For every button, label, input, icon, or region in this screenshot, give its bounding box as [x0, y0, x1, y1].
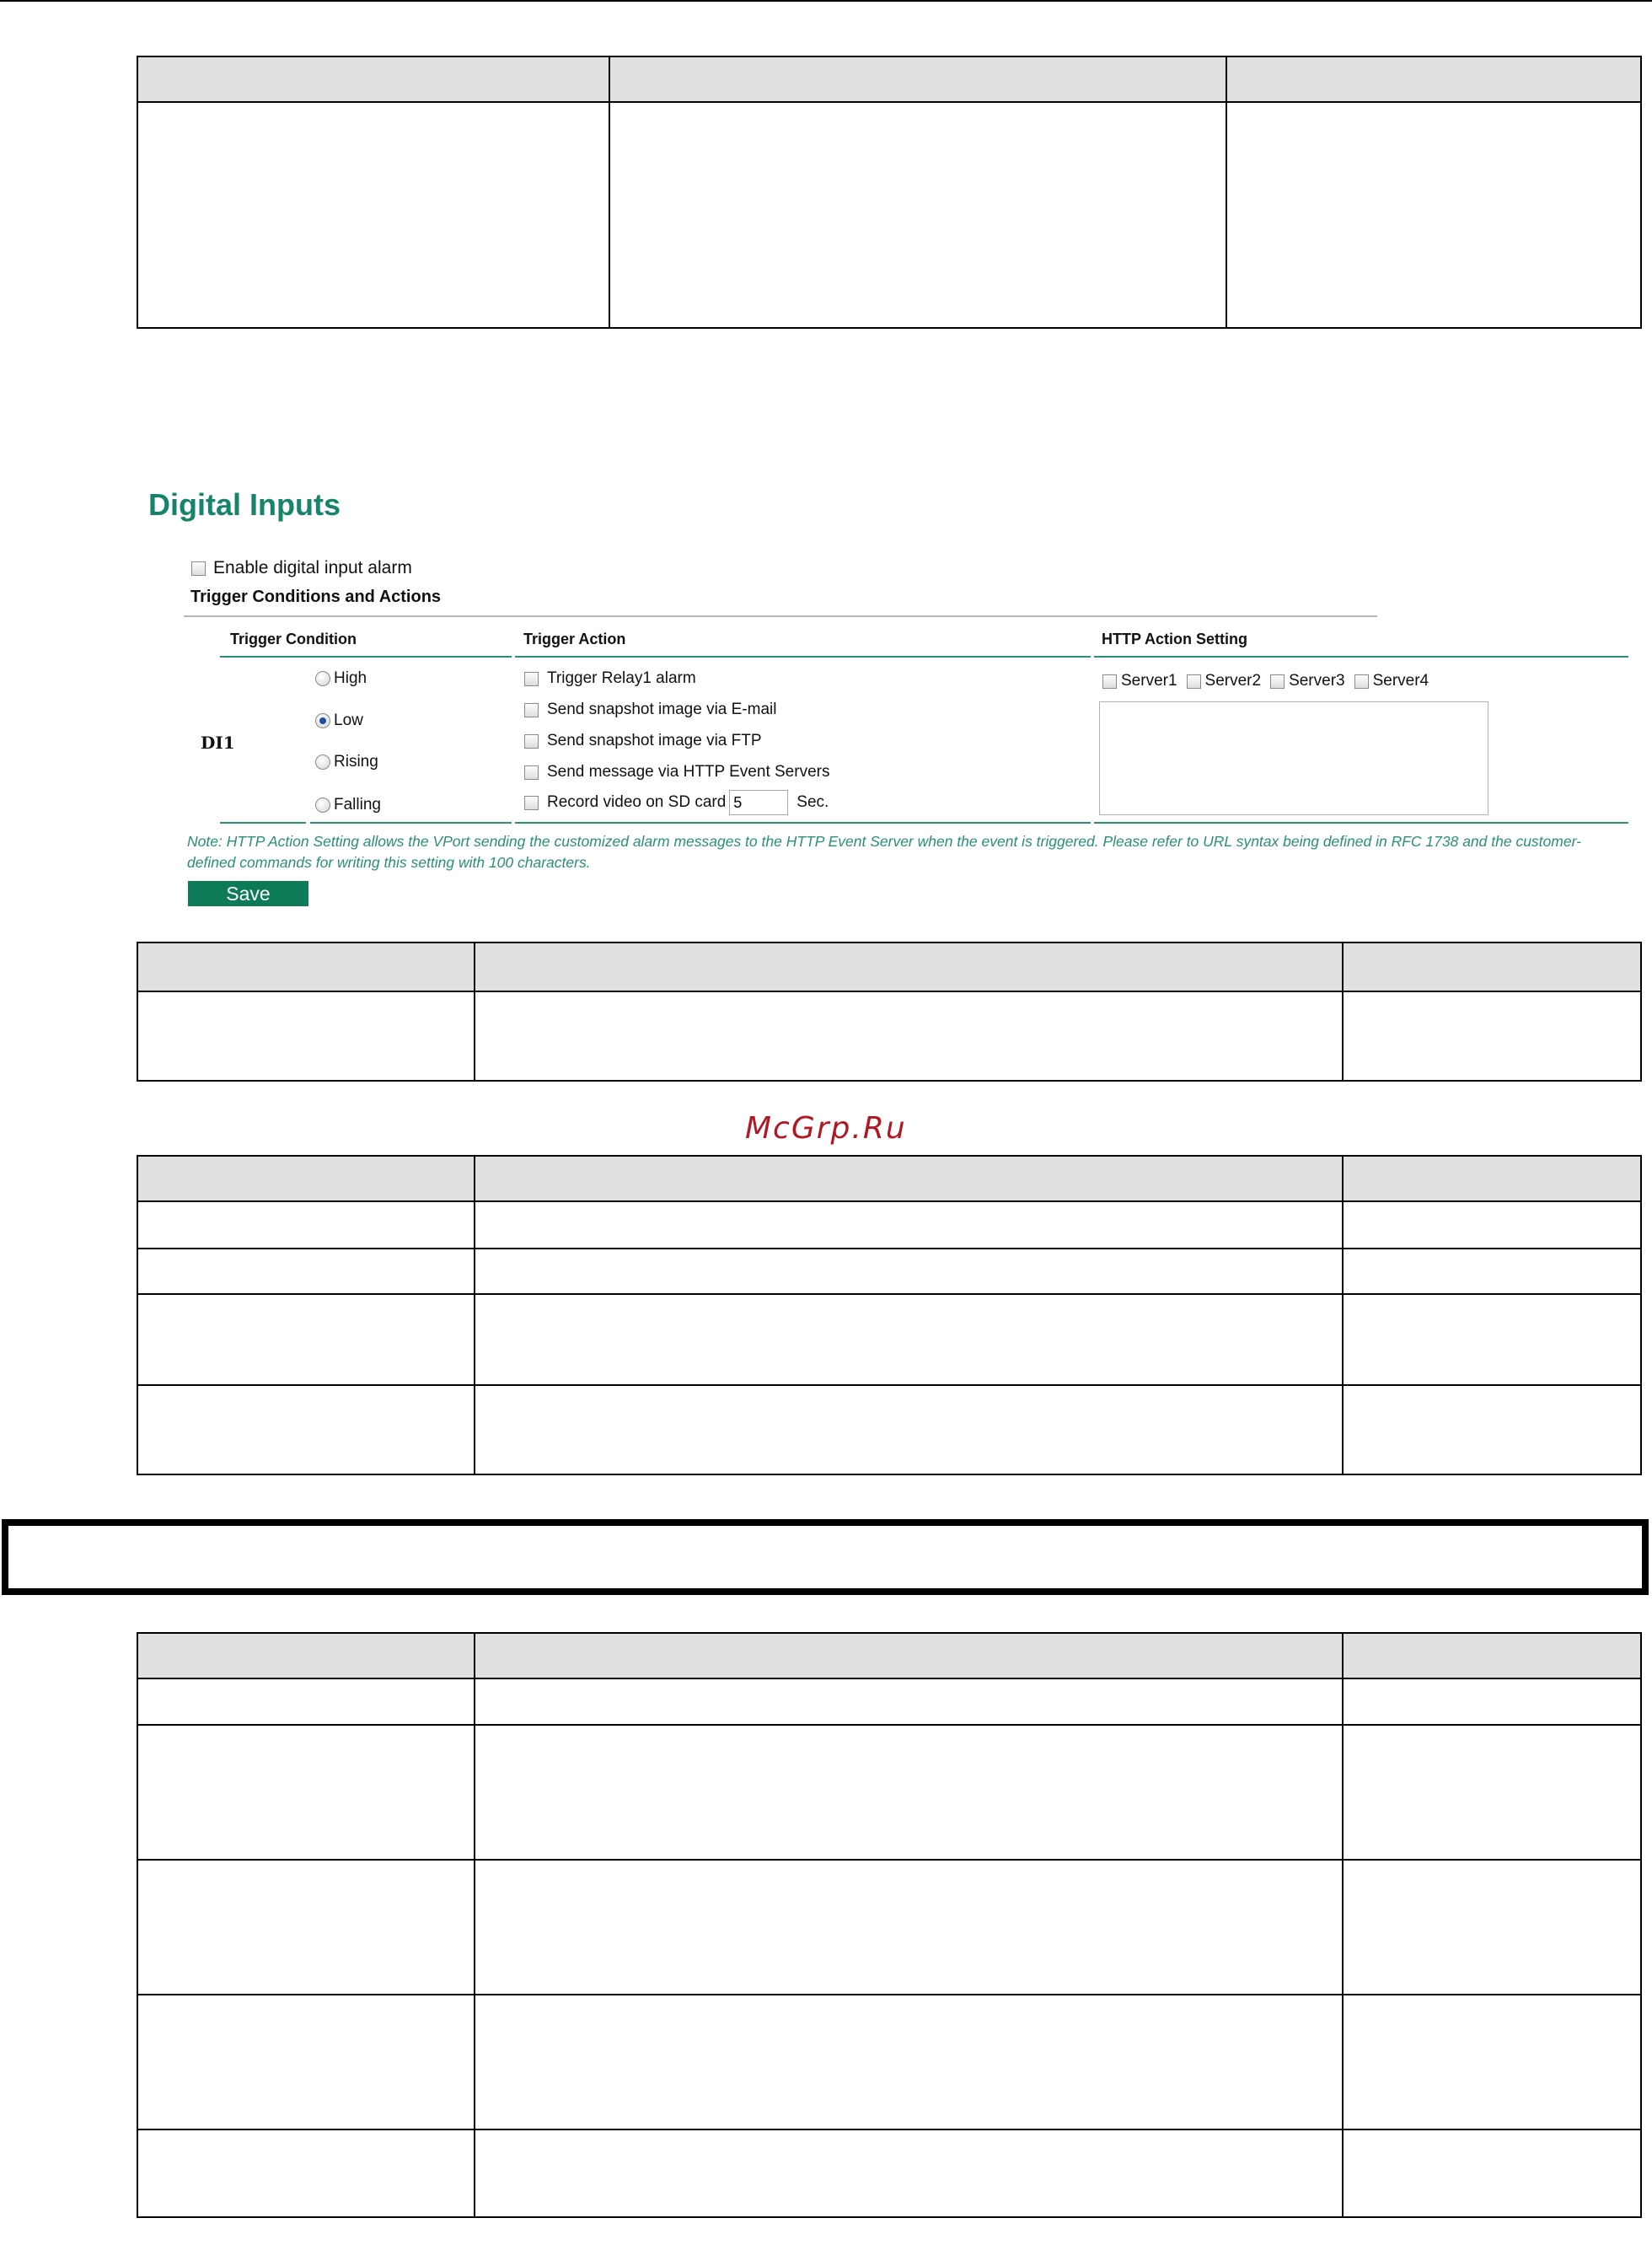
radio-falling[interactable] — [315, 798, 330, 813]
server-option[interactable] — [1102, 672, 1177, 690]
action-http[interactable] — [524, 763, 829, 781]
action-label: Send message via HTTP Event Servers — [547, 763, 830, 781]
section-title: Trigger Conditions and Actions — [190, 588, 442, 606]
table-row — [137, 1294, 1641, 1385]
action-label: Send snapshot image via FTP — [547, 732, 762, 749]
action-relay1-checkbox[interactable] — [524, 672, 539, 686]
table-header-row — [137, 56, 1641, 102]
table-row — [137, 1995, 1641, 2129]
di-label: DI1 — [201, 733, 235, 753]
action-label: Record video on SD card — [547, 793, 727, 811]
page-top-rule — [0, 0, 1652, 2]
table-row — [137, 991, 1641, 1081]
action-email-checkbox[interactable] — [524, 703, 539, 717]
table-row — [137, 2129, 1641, 2217]
server-label: Server2 — [1204, 672, 1262, 690]
section-banner — [2, 1519, 1649, 1595]
table-row — [137, 1678, 1641, 1725]
action-http-checkbox[interactable] — [524, 765, 539, 780]
radio-rising[interactable] — [315, 755, 330, 770]
condition-label: High — [334, 669, 367, 687]
table-header-row — [137, 1156, 1641, 1201]
row-underline — [1094, 822, 1628, 824]
table-bottom — [137, 1632, 1642, 2218]
action-email[interactable] — [524, 701, 776, 719]
condition-label: Rising — [334, 753, 378, 771]
radio-low[interactable] — [315, 713, 330, 728]
col-underline — [1094, 656, 1628, 658]
table-header-row — [137, 1633, 1641, 1678]
server-label: Server4 — [1372, 672, 1429, 690]
col-underline — [220, 656, 512, 658]
row-underline — [220, 822, 306, 824]
server-label: Server1 — [1121, 672, 1177, 690]
save-button[interactable]: Save — [188, 881, 308, 906]
http-action-textarea[interactable] — [1099, 701, 1488, 815]
server-option[interactable] — [1270, 672, 1345, 690]
server4-checkbox[interactable] — [1354, 674, 1369, 689]
enable-alarm-checkbox[interactable] — [191, 561, 206, 576]
table-row — [137, 1860, 1641, 1995]
enable-alarm-row[interactable] — [191, 558, 412, 578]
table-row — [137, 1201, 1641, 1249]
table-header-row — [137, 943, 1641, 991]
server-option[interactable] — [1187, 672, 1262, 690]
action-sd-card[interactable] — [524, 790, 829, 815]
sd-seconds-input[interactable] — [729, 790, 788, 815]
server-option[interactable] — [1354, 672, 1429, 690]
action-label: Trigger Relay1 alarm — [547, 669, 696, 687]
sd-unit-label: Sec. — [796, 793, 829, 811]
action-label: Send snapshot image via E-mail — [547, 701, 777, 718]
col-trigger-condition: Trigger Condition — [230, 631, 357, 647]
row-underline — [310, 822, 512, 824]
condition-rising[interactable] — [315, 753, 378, 771]
condition-falling[interactable] — [315, 796, 381, 814]
page-title: Digital Inputs — [148, 487, 341, 522]
server2-checkbox[interactable] — [1187, 674, 1201, 689]
condition-high[interactable] — [315, 669, 367, 688]
table-row — [137, 1249, 1641, 1294]
row-underline — [515, 822, 1091, 824]
col-trigger-action: Trigger Action — [523, 631, 626, 647]
action-ftp[interactable] — [524, 732, 762, 750]
server1-checkbox[interactable] — [1102, 674, 1117, 689]
table-middle-2 — [137, 1155, 1642, 1475]
server-row — [1102, 672, 1438, 690]
table-row — [137, 1385, 1641, 1474]
condition-low[interactable] — [315, 712, 363, 730]
table-row — [137, 1725, 1641, 1860]
radio-high[interactable] — [315, 671, 330, 686]
col-underline — [515, 656, 1091, 658]
watermark: McGrp.Ru — [745, 1111, 907, 1146]
server3-checkbox[interactable] — [1270, 674, 1285, 689]
action-ftp-checkbox[interactable] — [524, 734, 539, 749]
http-note: Note: HTTP Action Setting allows the VPort sending the customized alarm messages to the HTTP Event Server when the event is triggered. Please refer to URL syntax being defined in RFC 1738 and the customer-defined commands for writing this setting with 100 characters. — [187, 833, 1581, 871]
action-sd-checkbox[interactable] — [524, 796, 539, 810]
action-relay1[interactable] — [524, 669, 696, 688]
table-middle-1 — [137, 942, 1642, 1082]
section-divider — [184, 615, 1377, 617]
condition-label: Low — [334, 712, 363, 729]
table-top — [137, 56, 1642, 329]
enable-alarm-label: Enable digital input alarm — [213, 558, 412, 577]
condition-label: Falling — [334, 796, 381, 814]
server-label: Server3 — [1289, 672, 1345, 690]
col-http-action: HTTP Action Setting — [1102, 631, 1247, 647]
table-row — [137, 102, 1641, 328]
